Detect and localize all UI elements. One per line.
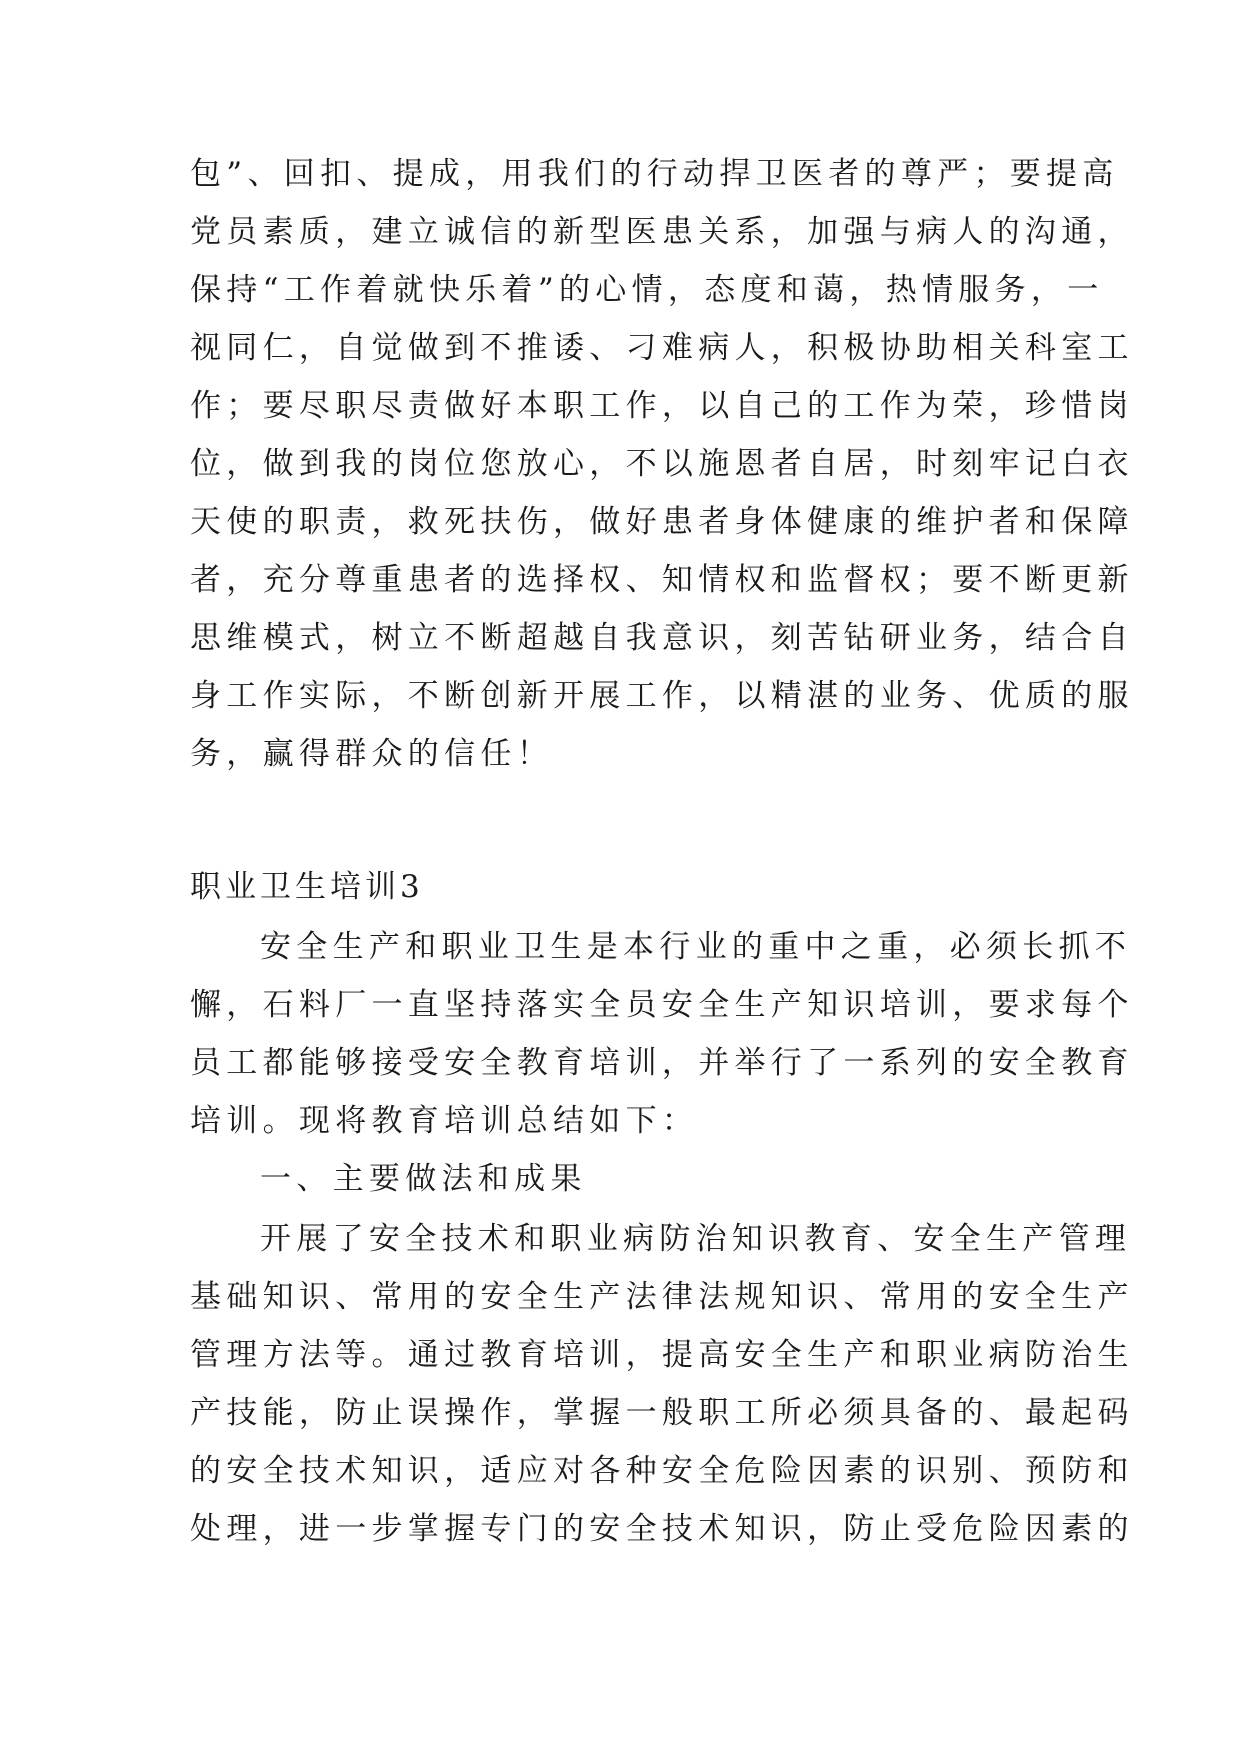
text-line: 位，做到我的岗位您放心，不以施恩者自居，时刻牢记白衣	[190, 446, 1134, 482]
text-line: 的安全技术知识，适应对各种安全危险因素的识别、预防和	[190, 1453, 1134, 1489]
text-line: 党员素质，建立诚信的新型医患关系，加强与病人的沟通，	[190, 214, 1134, 250]
text-line: 思维模式，树立不断超越自我意识，刻苦钻研业务，结合自	[190, 620, 1134, 656]
paragraph-3	[190, 1210, 1134, 1558]
text-line: 包”、回扣、提成，用我们的行动捍卫医者的尊严；要提高	[190, 156, 1119, 192]
section-title-block	[190, 858, 1050, 916]
subheading-block	[190, 1150, 1050, 1208]
text-line: 处理，进一步掌握专门的安全技术知识，防止受危险因素的	[190, 1511, 1134, 1547]
text-line: 身工作实际，不断创新开展工作，以精湛的业务、优质的服	[190, 678, 1134, 714]
text-line: 开展了安全技术和职业病防治知识教育、安全生产管理	[260, 1221, 1132, 1257]
text-line: 天使的职责，救死扶伤，做好患者身体健康的维护者和保障	[190, 504, 1134, 540]
text-line: 作；要尽职尽责做好本职工作，以自己的工作为荣，珍惜岗	[190, 388, 1134, 424]
text-line: 培训。现将教育培训总结如下：	[190, 1103, 699, 1139]
text-line: 者，充分尊重患者的选择权、知情权和监督权；要不断更新	[190, 562, 1134, 598]
section-title: 职业卫生培训3	[190, 869, 424, 905]
text-line: 员工都能够接受安全教育培训，并举行了一系列的安全教育	[190, 1045, 1134, 1081]
text-line: 懈，石料厂一直坚持落实全员安全生产知识培训，要求每个	[190, 987, 1134, 1023]
text-line: 务，赢得群众的信任！	[190, 736, 553, 772]
text-line: 产技能，防止误操作，掌握一般职工所必须具备的、最起码	[190, 1395, 1134, 1431]
text-line: 安全生产和职业卫生是本行业的重中之重，必须长抓不	[260, 929, 1132, 965]
text-line: 基础知识、常用的安全生产法律法规知识、常用的安全生产	[190, 1279, 1134, 1315]
paragraph-1	[190, 145, 1134, 783]
paragraph-2	[190, 918, 1134, 1150]
text-line: 管理方法等。通过教育培训，提高安全生产和职业病防治生	[190, 1337, 1134, 1373]
subheading: 一、主要做法和成果	[260, 1161, 587, 1197]
text-line: 保持“工作着就快乐着”的心情，态度和蔼，热情服务，一	[190, 272, 1104, 308]
text-line: 视同仁，自觉做到不推诿、刁难病人，积极协助相关科室工	[190, 330, 1134, 366]
